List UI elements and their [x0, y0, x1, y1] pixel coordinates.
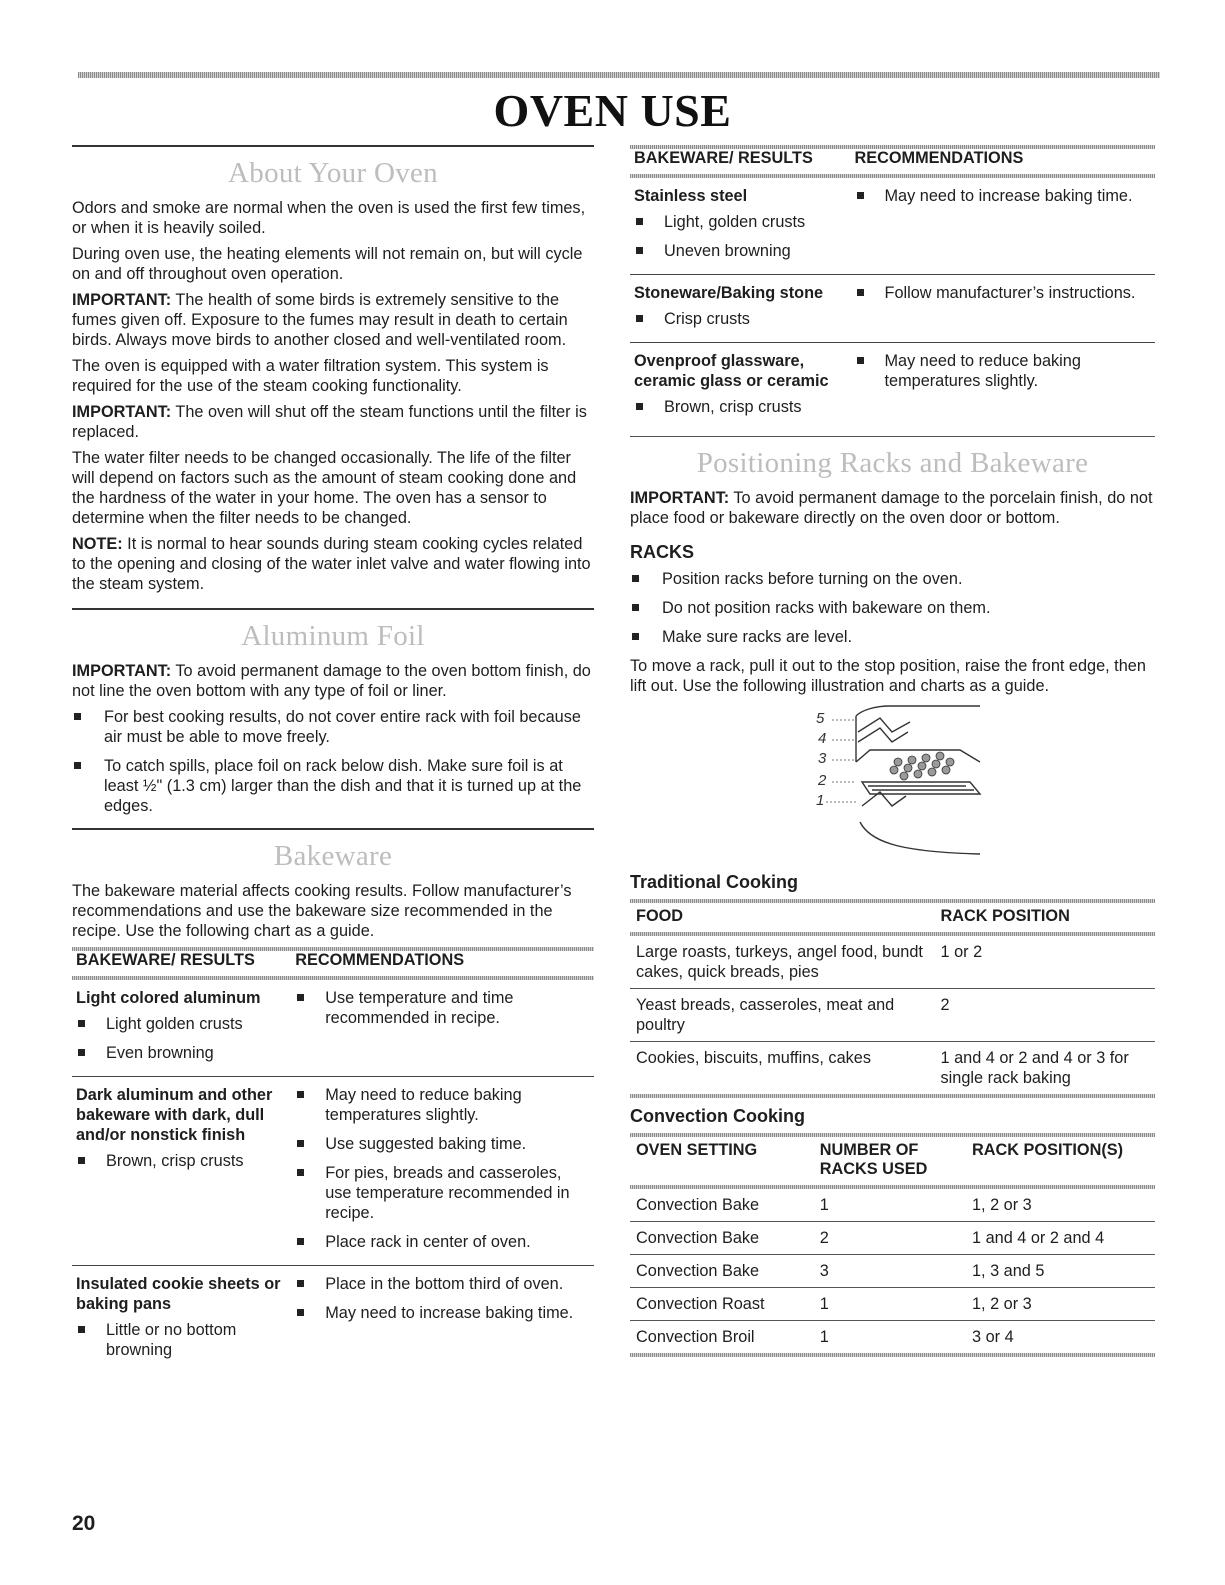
oven-setting-cell: Convection Roast [630, 1288, 814, 1321]
about-important-text: The oven will shut off the steam functions until the filter is replaced. [72, 403, 587, 441]
about-important [72, 290, 594, 350]
food-cell: Yeast breads, casseroles, meat and poultry [630, 989, 935, 1042]
column-header: BAKEWARE/ RESULTS [76, 951, 255, 969]
result-item: Little or no bottom browning [76, 1320, 287, 1360]
about-note [72, 534, 594, 594]
material-name: Light colored aluminum [76, 989, 261, 1007]
rack-number-label: 5 [816, 710, 825, 727]
recommendation-item: Use temperature and time recommended in recipe. [295, 988, 590, 1028]
foil-important-text: To avoid permanent damage to the oven bottom finish, do not line the oven bottom with any type of foil or liner. [72, 662, 591, 700]
recommendation-item: For pies, breads and casseroles, use temperature recommended in recipe. [295, 1163, 590, 1223]
column-header: RECOMMENDATIONS [295, 951, 465, 969]
right-column [630, 145, 1155, 1357]
oven-setting-cell: Convection Bake [630, 1189, 814, 1222]
list-item: To catch spills, place foil on rack below dish. Make sure foil is at least ½" (1.3 cm) larger than the dish and that it is turned up at the edges. [72, 756, 594, 816]
recommendation-item: May need to increase baking time. [855, 186, 1152, 206]
material-name: Stainless steel [634, 187, 748, 205]
about-note-text: It is normal to hear sounds during steam cooking cycles related to the opening and closing of the water inlet valve and water flowing into the steam system. [72, 535, 591, 593]
racks-heading: Positioning Racks and Bakeware [696, 447, 1089, 479]
result-item: Brown, crisp crusts [76, 1151, 287, 1171]
table-row [630, 1288, 1155, 1321]
note-label: NOTE: [72, 535, 123, 553]
table-row [630, 1222, 1155, 1255]
table-row [72, 1266, 594, 1374]
foil-bullet-list [72, 707, 594, 816]
result-item: Brown, crisp crusts [634, 397, 847, 417]
racks-subheading: RACKS [630, 542, 695, 562]
racks-important [630, 488, 1155, 528]
recommendation-item: Place rack in center of oven. [295, 1232, 590, 1252]
bakeware-table-left [72, 951, 594, 1373]
material-name: Insulated cookie sheets or baking pans [76, 1275, 281, 1313]
rack-position-cell: 1 or 2 [935, 936, 1156, 989]
table-row [630, 343, 1155, 431]
important-label: IMPORTANT: [72, 291, 172, 309]
recommendation-item: Use suggested baking time. [295, 1134, 590, 1154]
foil-heading: Aluminum Foil [241, 620, 425, 652]
recommendation-item: May need to reduce baking temperatures slightly. [855, 351, 1152, 391]
table-bottom-rule [630, 1094, 1155, 1098]
column-header: OVEN SETTING [636, 1141, 758, 1159]
recommendation-item: May need to increase baking time. [295, 1303, 590, 1323]
column-header: RACK POSITION [940, 907, 1070, 925]
oven-setting-cell: Convection Broil [636, 1328, 755, 1346]
about-paragraph: The water filter needs to be changed occasionally. The life of the filter will depend on factors such as the amount of steam cooking done and the hardness of the water in your home. The oven has a sensor to determine when the filter needs to be changed. [72, 449, 577, 527]
bakeware-intro: The bakeware material affects cooking results. Follow manufacturer’s recommendations and use the bakeware size recommended in the recipe. Use the following chart as a guide. [72, 882, 572, 940]
top-decorative-bar [78, 72, 1160, 78]
about-important-text: The health of some birds is extremely sensitive to the fumes given off. Exposure to the fumes may result in death to certain birds. Always move birds to another closed and well-ventilated room. [72, 291, 568, 349]
page-title: OVEN USE [493, 85, 732, 136]
left-column [72, 145, 594, 1373]
recommendation-item: Follow manufacturer’s instructions. [855, 283, 1152, 303]
result-item: Light, golden crusts [634, 212, 847, 232]
racks-used-cell: 1 [819, 1328, 829, 1346]
section-divider [72, 828, 594, 830]
food-cell: Large roasts, turkeys, angel food, bundt cakes, quick breads, pies [630, 936, 935, 989]
about-important [72, 402, 594, 442]
foil-important [72, 661, 594, 701]
about-paragraph: The oven is equipped with a water filtration system. This system is required for the use of the steam cooking functionality. [72, 357, 549, 395]
material-name: Stoneware/Baking stone [634, 284, 824, 302]
racks-paragraph: To move a rack, pull it out to the stop position, raise the front edge, then lift out. Use the following illustration and charts as a guide. [630, 657, 1146, 695]
rack-number-label: 4 [818, 730, 827, 747]
traditional-heading: Traditional Cooking [630, 872, 799, 892]
rack-position-cell: 3 or 4 [972, 1328, 1014, 1346]
column-header: NUMBER OF RACKS USED [819, 1141, 928, 1178]
rack-diagram [630, 702, 1155, 872]
table-row [72, 980, 594, 1077]
list-item: Do not position racks with bakeware on them. [630, 598, 1155, 618]
traditional-cooking-table [630, 903, 1155, 1094]
material-name: Dark aluminum and other bakeware with dark, dull and/or nonstick finish [76, 1086, 273, 1144]
racks-important-text: To avoid permanent damage to the porcelain finish, do not place food or bakeware directly on the oven door or bottom. [630, 489, 1153, 527]
rack-position-cell: 1, 2 or 3 [966, 1288, 1155, 1321]
table-row [630, 1321, 1155, 1354]
table-row [630, 275, 1155, 343]
about-paragraph: During oven use, the heating elements will not remain on, but will cycle on and off throughout oven operation. [72, 245, 583, 283]
rack-number-label: 3 [818, 750, 827, 767]
list-item: Position racks before turning on the oven. [630, 569, 1155, 589]
list-item: For best cooking results, do not cover entire rack with foil because air must be able to move freely. [72, 707, 594, 747]
rack-position-cell: 1, 2 or 3 [966, 1189, 1155, 1222]
racks-used-cell: 3 [814, 1255, 966, 1288]
recommendation-item: May need to reduce baking temperatures slightly. [295, 1085, 590, 1125]
rack-position-cell: 1 and 4 or 2 and 4 or 3 for single rack baking [940, 1049, 1129, 1087]
material-name: Ovenproof glassware, ceramic glass or ceramic [634, 352, 829, 390]
table-bottom-rule [630, 1353, 1155, 1357]
recommendation-item: Place in the bottom third of oven. [295, 1274, 590, 1294]
section-divider [72, 145, 594, 147]
rack-number-label: 2 [818, 772, 827, 789]
column-header: RECOMMENDATIONS [854, 149, 1024, 167]
bakeware-heading: Bakeware [273, 840, 393, 872]
section-divider [72, 608, 594, 610]
table-row [630, 936, 1155, 989]
important-label: IMPORTANT: [72, 662, 172, 680]
table-row [630, 989, 1155, 1042]
important-label: IMPORTANT: [630, 489, 730, 507]
convection-cooking-table [630, 1137, 1155, 1353]
bakeware-table-right [630, 149, 1155, 430]
rack-position-cell: 1 and 4 or 2 and 4 [966, 1222, 1155, 1255]
about-heading: About Your Oven [228, 157, 438, 189]
list-item: Make sure racks are level. [630, 627, 1155, 647]
important-label: IMPORTANT: [72, 403, 172, 421]
racks-used-cell: 2 [814, 1222, 966, 1255]
column-header: BAKEWARE/ RESULTS [634, 149, 813, 167]
table-row [72, 1077, 594, 1266]
oven-rack-illustration [630, 702, 1155, 872]
food-cell: Cookies, biscuits, muffins, cakes [636, 1049, 871, 1067]
racks-bullet-list [630, 569, 1155, 647]
racks-used-cell: 1 [814, 1288, 966, 1321]
result-item: Even browning [76, 1043, 287, 1063]
result-item: Uneven browning [634, 241, 847, 261]
convection-heading: Convection Cooking [630, 1106, 805, 1126]
rack-position-cell: 1, 3 and 5 [966, 1255, 1155, 1288]
page-number: 20 [72, 1512, 96, 1535]
column-header: RACK POSITION(S) [972, 1141, 1124, 1159]
rack-position-cell: 2 [935, 989, 1156, 1042]
result-item: Crisp crusts [634, 309, 847, 329]
racks-used-cell: 1 [814, 1189, 966, 1222]
table-row [630, 1042, 1155, 1095]
result-item: Light golden crusts [76, 1014, 287, 1034]
table-row [630, 1255, 1155, 1288]
table-row [630, 178, 1155, 275]
oven-setting-cell: Convection Bake [630, 1255, 814, 1288]
oven-setting-cell: Convection Bake [630, 1222, 814, 1255]
column-header: FOOD [636, 907, 684, 925]
about-paragraph: Odors and smoke are normal when the oven is used the first few times, or when it is heavily soiled. [72, 199, 586, 237]
section-divider [630, 436, 1155, 437]
rack-number-label: 1 [816, 792, 825, 809]
table-row [630, 1189, 1155, 1222]
